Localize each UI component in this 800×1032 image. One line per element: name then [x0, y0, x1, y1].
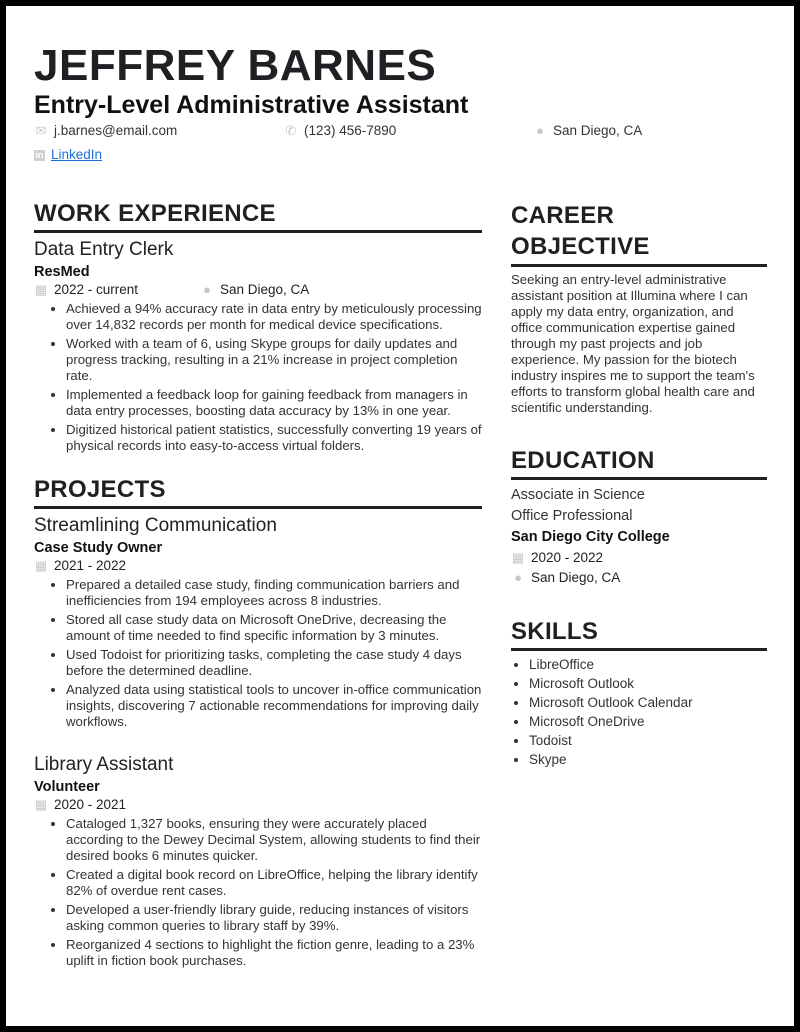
skill: • LibreOffice — [529, 657, 767, 673]
bullet: • Stored all case study data on Microsoft OneDrive, decreasing the amount of time needed to find specific information by 3 minutes. — [66, 612, 482, 644]
contact-email — [34, 122, 177, 140]
edu-dates — [511, 548, 767, 568]
project-meta — [34, 796, 482, 814]
edu-location — [511, 568, 767, 588]
calendar-icon: ▦ — [511, 550, 525, 565]
resume-page — [6, 6, 794, 1026]
skill: • Microsoft OneDrive — [529, 714, 767, 730]
skills-list — [529, 657, 767, 768]
skill: • Microsoft Outlook Calendar — [529, 695, 767, 711]
job-dates: 2022 - current — [54, 282, 139, 297]
section-heading: PROJECTS — [34, 476, 482, 509]
bullet: • Cataloged 1,327 books, ensuring they were accurately placed according to the Dewey Decimal System, allowing students to find their desired books 6 minutes quicker. — [66, 816, 482, 864]
project-role: Volunteer — [34, 779, 100, 795]
bullet: • Used Todoist for prioritizing tasks, completing the case study 4 days before the determined deadline. — [66, 647, 482, 679]
company: ResMed — [34, 264, 90, 280]
heading-line: OBJECTIVE — [511, 233, 650, 260]
candidate-name: JEFFREY BARNES — [34, 41, 437, 90]
bullet: • Analyzed data using statistical tools to uncover in-office communication insights, discovering 7 actionable recommendations for improving daily workflows. — [66, 682, 482, 730]
bullet: • Worked with a team of 6, using Skype groups for daily updates and progress tracking, resulting in a 21% increase in project completion rate. — [66, 336, 482, 384]
calendar-icon: ▦ — [34, 558, 48, 573]
education-section — [511, 447, 767, 588]
bullet: • Implemented a feedback loop for gaining feedback from managers in data entry processes, boosting data accuracy by 13% in one year. — [66, 387, 482, 419]
phone-text: (123) 456-7890 — [304, 123, 397, 138]
location-text: San Diego, CA — [553, 123, 643, 138]
bullet: • Prepared a detailed case study, finding communication barriers and inefficiencies from 194 employees across 8 industries. — [66, 577, 482, 609]
section-heading — [511, 200, 767, 267]
section-heading: WORK EXPERIENCE — [34, 200, 482, 233]
linkedin-icon: in — [35, 149, 44, 160]
project-dates: 2020 - 2021 — [54, 797, 127, 812]
contact-location — [533, 122, 642, 140]
degree-line-2: Office Professional — [511, 508, 633, 524]
location-text: San Diego, CA — [531, 570, 621, 585]
bullet: • Achieved a 94% accuracy rate in data entry by meticulously processing over 14,832 records per month for medical device specifications. — [66, 301, 482, 333]
project-meta — [34, 557, 482, 575]
phone-icon: ✆ — [285, 123, 297, 138]
project-title: Streamlining Communication — [34, 515, 277, 536]
school: San Diego City College — [511, 529, 670, 545]
project-dates: 2021 - 2022 — [54, 558, 127, 573]
degree: Associate in Science — [511, 487, 645, 503]
section-heading: EDUCATION — [511, 447, 767, 480]
contact-phone — [284, 122, 396, 140]
job-meta — [34, 281, 482, 299]
project-bullets — [66, 577, 482, 730]
skill: • Todoist — [529, 733, 767, 749]
career-objective-section — [511, 200, 767, 416]
contact-linkedin — [34, 146, 102, 164]
envelope-icon: ✉ — [35, 123, 47, 138]
project-role: Case Study Owner — [34, 540, 163, 556]
skill: • Microsoft Outlook — [529, 676, 767, 692]
section-heading: SKILLS — [511, 618, 767, 651]
calendar-icon: ▦ — [34, 797, 48, 812]
job-title: Data Entry Clerk — [34, 239, 174, 260]
job-location: San Diego, CA — [220, 282, 310, 297]
linkedin-link[interactable]: LinkedIn — [51, 147, 103, 162]
heading-line: CAREER — [511, 202, 615, 229]
job-bullets — [66, 301, 482, 454]
projects-section — [34, 476, 482, 733]
objective-text: Seeking an entry-level administrative assistant position at Illumina where I can apply my data entry, organization, and office communication expertise gained through my past projects and job experience. My passion for the biotech industry inspires me to support the team's efforts to transform global health care and scientific understanding. — [511, 272, 755, 415]
skills-section — [511, 618, 767, 771]
map-pin-icon: ● — [203, 282, 211, 297]
skill: • Skype — [529, 752, 767, 768]
bullet: • Digitized historical patient statistics, successfully converting 19 years of physical records into easy-to-access virtual folders. — [66, 422, 482, 454]
map-pin-icon: ● — [514, 570, 522, 585]
dates-text: 2020 - 2022 — [531, 550, 604, 565]
work-experience-section — [34, 200, 482, 457]
bullet: • Reorganized 4 sections to highlight the fiction genre, leading to a 23% uplift in fiction book purchases. — [66, 937, 482, 969]
project-library — [34, 754, 482, 972]
bullet: • Created a digital book record on LibreOffice, helping the library identify 82% of overdue rent cases. — [66, 867, 482, 899]
project-title: Library Assistant — [34, 754, 174, 775]
email-text: j.barnes@email.com — [54, 123, 178, 138]
map-pin-icon: ● — [536, 123, 544, 138]
calendar-icon: ▦ — [34, 282, 48, 297]
candidate-title: Entry-Level Administrative Assistant — [34, 91, 469, 119]
bullet: • Developed a user-friendly library guide, reducing instances of visitors asking common queries to library staff by 39%. — [66, 902, 482, 934]
project-bullets — [66, 816, 482, 969]
